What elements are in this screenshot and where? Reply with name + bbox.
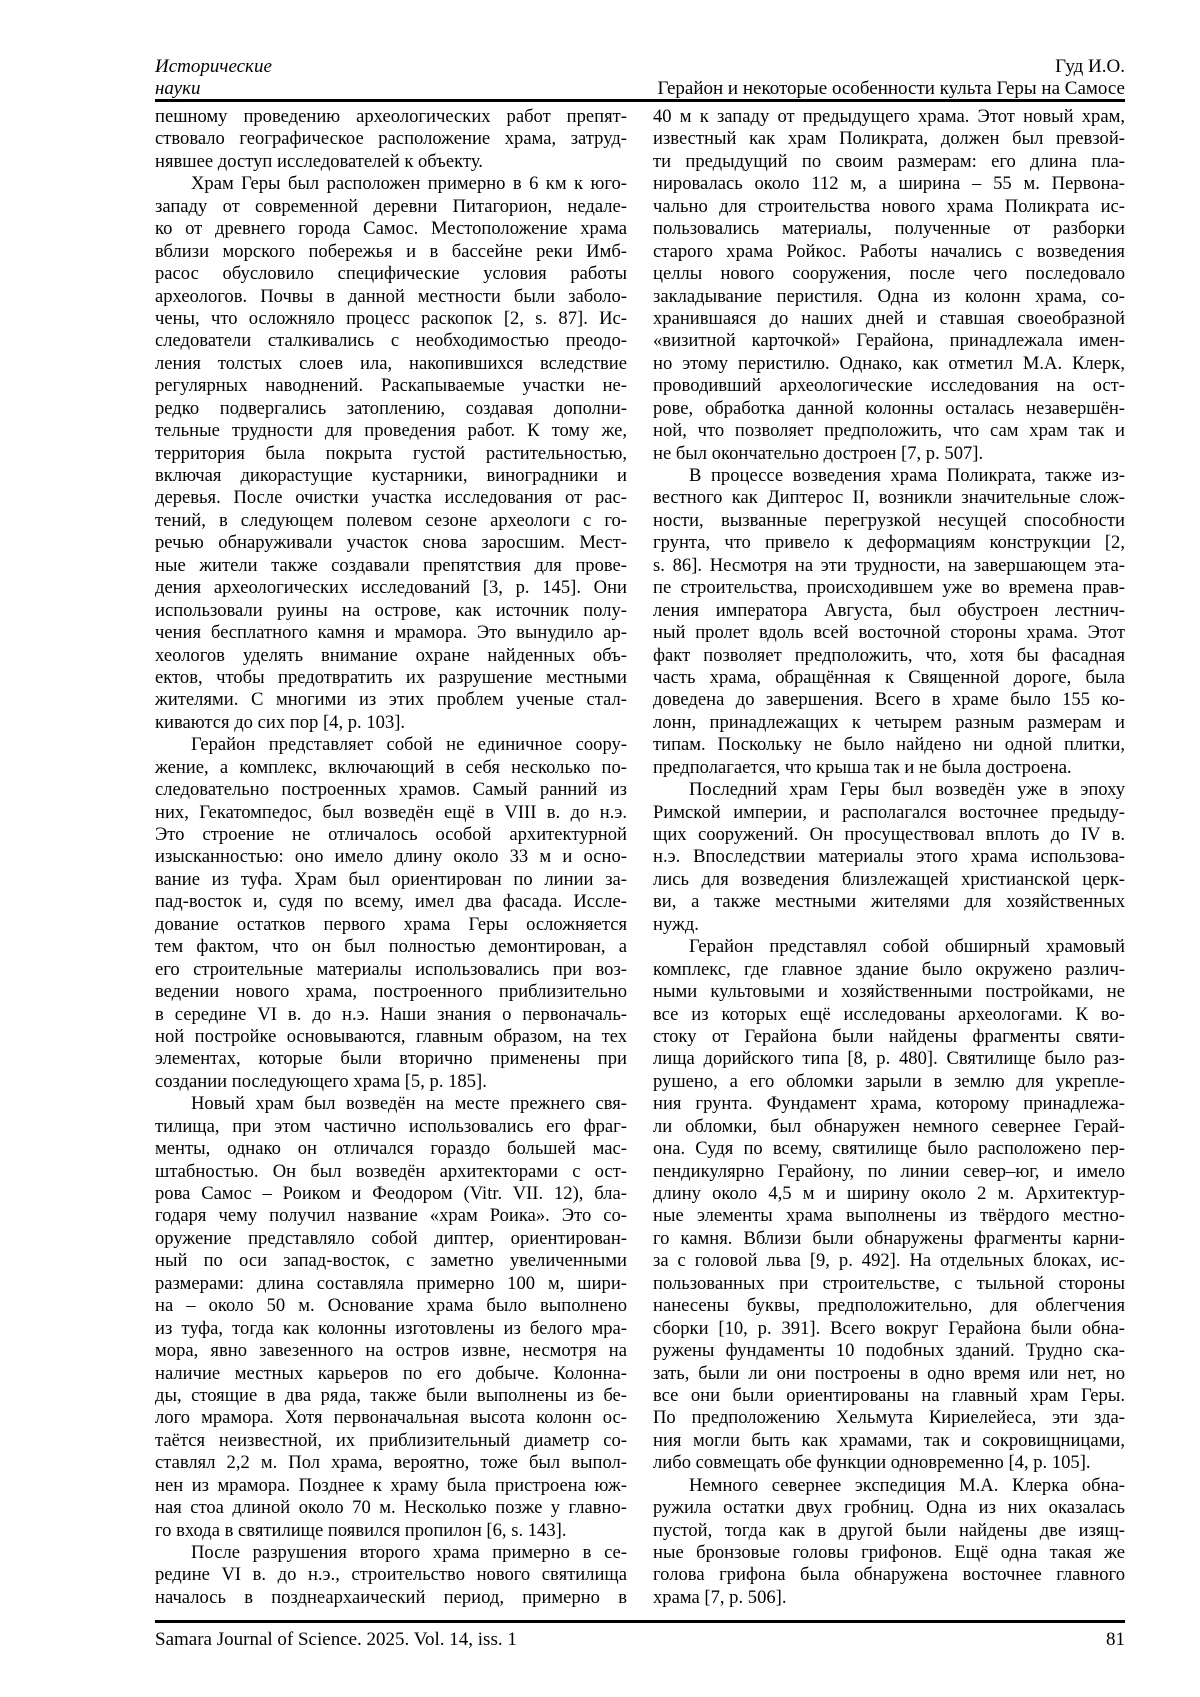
text-line: s. 86]. Несмотря на эти трудности, на завершающем эта- [653,554,1125,576]
text-line: из туфа, тогда как колонны изготовлены из белого мра- [155,1317,627,1339]
text-line: киваются до сих пор [4, p. 103]. [155,711,406,733]
text-line: штабностью. Он был возведён архитекторами с ост- [155,1160,627,1182]
text-line: оружение представляло собой диптер, ориентирован- [155,1227,627,1249]
text-line: известный как храм Поликрата, должен был превзой- [653,128,1125,150]
text-line: ности, вызванные перегрузкой несущей способности [653,509,1125,531]
text-line: пустой, тогда как в другой были найдены две изящ- [653,1519,1125,1541]
text-line: закладывание перистиля. Одна из колонн храма, со- [653,285,1125,307]
text-line: западу от современной деревни Питагорион, недале- [155,195,627,217]
text-line: лонн, принадлежащих к четырем разным размерам и [653,711,1125,733]
text-line: лого мрамора. Хотя первоначальная высота колонн ос- [155,1407,627,1429]
text-line: ведении нового храма, построенного приблизительно [155,981,627,1003]
text-line: но этому перистилю. Однако, как отметил М.А. Клерк, [653,352,1125,374]
header-right [657,56,1125,100]
text-line: вблизи морского побережья и в бассейне реки Имб- [155,240,627,262]
text-line: рушено, а его обломки зарыли в землю для укрепле- [653,1070,1125,1092]
text-line: ной, что позволяет предположить, что сам храм так и [653,420,1125,442]
text-line: мора, явно завезенного на остров извне, несмотря на [155,1340,627,1362]
text-line: типам. Поскольку не было найдено ни одной плитки, [653,734,1125,756]
text-line: пешному проведению археологических работ препят- [155,106,627,127]
article-body [155,106,1125,1609]
text-line: ти предыдущий по своим размерам: его длина пла- [653,150,1125,172]
text-line: хранившаяся до наших дней и ставшая своеобразной [653,307,1125,329]
text-line: ная стоа длиной около 70 м. Несколько позже у главно- [155,1497,627,1519]
section-label-line1: Исторические [155,56,272,77]
text-line: чены, что осложняло процесс раскопок [2, s. 87]. Ис- [155,307,627,329]
author-name: Гуд И.О. [1055,56,1125,77]
article-title: Герайон и некоторые особенности культа Геры на Самосе [657,78,1125,99]
text-line: лища дорийского типа [8, p. 480]. Святилище было раз- [653,1048,1125,1070]
text-line: предполагается, что крыша так и не была достроена. [653,756,1072,778]
text-line: Последний храм Геры был возведён уже в эпоху [689,779,1125,801]
text-line: Герайон представлял собой обширный храмовый [689,936,1125,958]
running-header [155,56,1125,100]
text-line: ко от древнего города Самос. Местоположение храма [155,218,627,240]
text-line: стоку от Герайона были найдены фрагменты святи- [653,1025,1125,1047]
text-line: либо совмещать обе функции одновременно [4, p. 105]. [653,1452,1091,1474]
text-line: чения бесплатного камня и мрамора. Это вынудило ар- [155,622,627,644]
text-line: пендикулярно Герайону, по линии север–юг, и имело [653,1160,1125,1182]
text-line: тилища, при этом частично использовались его фраг- [155,1115,627,1137]
page-footer [155,1629,1125,1651]
right-column [653,106,1125,1609]
text-line: началось в позднеархаический период, примерно в [155,1586,627,1608]
text-line: ные бронзовые головы грифонов. Ещё одна такая же [653,1542,1125,1563]
text-line: Герайон представляет собой не единичное соору- [191,734,627,756]
text-line: Новый храм был возведён на месте прежнего свя- [191,1093,627,1115]
text-line: дование остатков первого храма Геры осложняется [155,913,627,935]
text-line: пад-восток и, судя по всему, имел два фасада. Иссле- [155,891,627,913]
text-line: Немного севернее экспедиция М.А. Клерка обна- [689,1474,1125,1496]
text-line: ектов, чтобы предотвратить их разрушение местными [155,666,627,688]
text-line: нанесены буквы, предположительно, для облегчения [653,1295,1125,1317]
text-line: ные элементы храма выполнены из твёрдого местно- [653,1205,1125,1227]
text-line: вание из туфа. Храм был ориентирован по линии за- [155,868,627,890]
text-line: длину около 4,5 м и ширину около 2 м. Архитектур- [653,1183,1125,1204]
text-line: Это строение не отличалось особой архитектурной [155,824,627,845]
text-line: жителями. С многими из этих проблем ученые стал- [155,689,627,711]
text-line: комплекс, где главное здание было окружено различ- [653,958,1125,980]
text-line: грунта, что привело к деформациям конструкции [2, [653,532,1125,554]
text-line: территория была покрыта густой растительностью, [155,442,627,464]
text-line: регулярных наводнений. Раскапываемые участки не- [155,375,627,397]
text-line: создании последующего храма [5, p. 185]. [155,1070,487,1092]
text-line: ружила остатки двух гробниц. Одна из них оказалась [653,1497,1125,1519]
text-line: на – около 50 м. Основание храма было выполнено [155,1295,627,1317]
page-number: 81 [1106,1629,1125,1650]
text-line: расос обусловило специфические условия работы [155,263,627,285]
text-line: ные жители также создавали препятствия для прове- [155,554,627,576]
text-line: ния могли быть как храмами, так и сокровищницами, [653,1429,1125,1451]
text-line: ными культовыми и хозяйственными постройками, не [653,981,1125,1003]
text-line: старого храма Ройкос. Работы начались с возведения [653,240,1125,262]
text-line: элементах, которые были вторично применены при [155,1048,627,1070]
text-line: менты, однако он отличался гораздо большей мас- [155,1138,627,1160]
text-line: храма [7, p. 506]. [653,1586,787,1608]
text-line: жение, а комплекс, включающий в себя несколько по- [155,756,627,778]
text-line: деревья. После очистки участка исследования от рас- [155,487,627,509]
text-line: проводивший археологические исследования на ост- [653,375,1125,397]
text-line: включая дикорастущие кустарники, виноградники и [155,465,627,486]
text-line: пе строительства, происходившем уже во времена прав- [653,577,1125,599]
text-line: После разрушения второго храма примерно в се- [191,1542,627,1563]
section-label [155,56,272,100]
text-line: часть храма, обращённая к Священной дороге, была [653,666,1125,688]
text-line: не был окончательно достроен [7, p. 507]. [653,442,984,464]
text-line: го входа в святилище появился пропилон [6, s. 143]. [155,1519,567,1541]
text-line: годаря чему получил название «храм Роика». Это со- [155,1205,627,1227]
text-line: рове, обработка данной колонны осталась незавершён- [653,397,1125,419]
text-line: зать, были ли они построены в одно время или нет, но [653,1362,1125,1384]
text-line: пользованных при строительстве, с тыльной стороны [653,1272,1125,1294]
text-line: наличие местных карьеров по его добыче. Колонна- [155,1362,627,1384]
text-line: нявшее доступ исследователей к объекту. [155,150,483,172]
text-line: ствовало географическое расположение храма, затруд- [155,128,627,150]
section-label-line2: науки [155,78,201,99]
journal-citation: Samara Journal of Science. 2025. Vol. 14, iss. 1 [155,1629,517,1650]
text-line: следовательно построенных храмов. Самый ранний из [155,779,627,801]
text-line: них, Гекатомпедос, был возведён ещё в VIII в. до н.э. [155,801,627,823]
text-line: целлы нового сооружения, после чего последовало [653,263,1125,285]
text-line: ды, стоящие в два ряда, также были выполнены из бе- [155,1384,627,1406]
text-line: н.э. Впоследствии материалы этого храма использова- [653,846,1125,868]
text-line: В процессе возведения храма Поликрата, также из- [689,465,1125,486]
text-line: тем фактом, что он был полностью демонтирован, а [155,936,627,958]
header-rule [155,99,1125,102]
text-line: факт позволяет предположить, что, хотя бы фасадная [653,644,1125,666]
text-line: По предположению Хельмута Кириелейеса, эти зда- [653,1407,1125,1429]
text-line: чально для строительства нового храма Поликрата ис- [653,195,1125,217]
text-line: она. Судя по всему, святилище было расположено пер- [653,1138,1125,1160]
text-line: археологов. Почвы в данной местности были заболо- [155,285,627,307]
text-line: редко подвергались затоплению, создавая дополни- [155,397,627,419]
text-line: Римской империи, и располагался восточнее предыду- [653,801,1125,823]
text-line: ли обломки, был обнаружен немного севернее Герай- [653,1115,1125,1137]
text-line: нировалась около 112 м, а ширина – 55 м. Первона- [653,173,1125,195]
text-line: изысканностью: оно имело длину около 33 м и осно- [155,846,627,868]
text-line: пользовались материалы, полученные от разборки [653,218,1125,240]
left-column [155,106,627,1609]
text-line: хеологов уделять внимание охране найденных объ- [155,644,627,666]
text-line: лись для возведения близлежащей христианской церк- [653,868,1125,890]
text-line: все из которых ещё исследованы археологами. К во- [653,1003,1125,1025]
text-line: щих сооружений. Он просуществовал вплоть до IV в. [653,824,1125,845]
text-line: ставлял 2,2 м. Пол храма, вероятно, тоже был выпол- [155,1452,627,1474]
text-line: его строительные материалы использовались при воз- [155,958,627,980]
text-line: нен из мрамора. Позднее к храму была пристроена юж- [155,1474,627,1496]
text-line: все они были ориентированы на главный храм Геры. [653,1384,1125,1406]
text-line: тельные трудности для проведения работ. К тому же, [155,420,627,442]
text-line: го камня. Вблизи были обнаружены фрагменты карни- [653,1227,1125,1249]
text-line: голова грифона была обнаружена восточнее главного [653,1564,1125,1586]
text-line: речью обнаруживали участок снова заросшим. Мест- [155,532,627,554]
text-line: ной постройке основываются, главным образом, на тех [155,1025,627,1047]
text-line: доведена до завершения. Всего в храме было 155 ко- [653,689,1125,711]
text-line: ный по оси запад-восток, с заметно увеличенными [155,1250,627,1272]
text-line: за с головой льва [9, p. 492]. На отдельных блоках, ис- [653,1250,1125,1272]
text-line: ния грунта. Фундамент храма, которому принадлежа- [653,1093,1125,1115]
text-line: ления толстых слоев ила, накопившихся вследствие [155,352,627,374]
text-line: следователи сталкивались с необходимостью преодо- [155,330,627,352]
text-line: редине VI в. до н.э., строительство нового святилища [155,1564,627,1586]
text-line: ружены фундаменты 10 подобных зданий. Трудно ска- [653,1340,1125,1362]
text-line: дения археологических исследований [3, p. 145]. Они [155,577,627,599]
text-line: 40 м к западу от предыдущего храма. Этот новый храм, [653,106,1125,127]
footer-rule [155,1620,1125,1623]
text-line: таётся неизвестной, их приблизительный диаметр со- [155,1429,627,1451]
text-line: использовали руины на острове, как источник полу- [155,599,627,621]
text-line: сборки [10, p. 391]. Всего вокруг Герайона были обна- [653,1317,1125,1339]
text-line: Храм Геры был расположен примерно в 6 км к юго- [191,173,627,195]
text-line: ный пролет вдоль всей восточной стороны храма. Этот [653,622,1125,644]
text-line: ви, а также местными жителями для хозяйственных [653,891,1125,913]
text-line: вестного как Диптерос II, возникли значительные слож- [653,487,1125,509]
text-line: нужд. [653,913,699,935]
text-line: в середине VI в. до н.э. Наши знания о первоначаль- [155,1003,627,1025]
text-line: «визитной карточкой» Герайона, принадлежала имен- [653,330,1125,352]
text-line: тений, в следующем полевом сезоне археологи с го- [155,509,627,531]
text-line: ления императора Августа, был обустроен лестнич- [653,599,1125,621]
text-line: рова Самос – Роиком и Феодором (Vitr. VII. 12), бла- [155,1183,627,1204]
text-line: размерами: длина составляла примерно 100 м, шири- [155,1272,627,1294]
